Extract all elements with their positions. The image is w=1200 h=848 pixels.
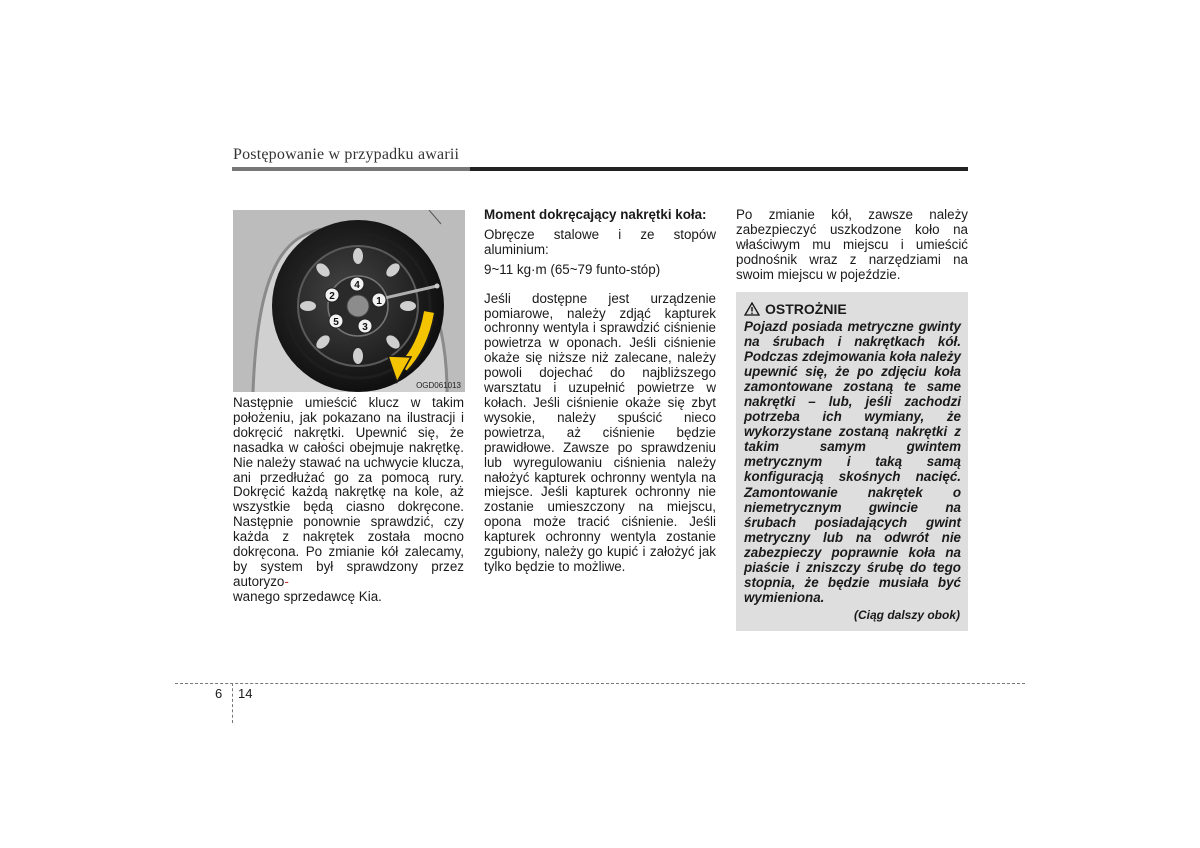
wheel-illustration (233, 210, 465, 392)
page-number: 14 (238, 686, 253, 701)
installation-paragraph (233, 396, 464, 605)
lug-nut-label-2: 2 (329, 291, 335, 302)
column-left (233, 396, 464, 605)
lug-nut-4 (350, 277, 364, 291)
lug-nut-5 (329, 314, 343, 328)
figure-caption: OGD061013 (416, 381, 461, 390)
caution-text: Pojazd posiada metryczne gwinty na śrubach i nakrętkach kół. Podczas zdejmowania koła należy upewnić się, że po zdjęciu koła zamontowane zostaną te same nakrętki – lub, jeśli zachodzi potrzeba ich wymiany, że wykorzystane zostaną nakrętki z takim samym gwintem metrycznym i taką samą konfiguracją skośnych nacięć. Zamontowanie nakrętek o niemetrycznym gwincie na śrubach posiadających gwint metryczny lub na odwrót nie zabezpieczy poprawnie koła na piaście i zniszczy śrubę do tego stopnia, że będzie musiała być wymieniona. (744, 319, 961, 605)
pressure-paragraph: Jeśli dostępne jest urządzenie pomiarowe, należy zdjąć kapturek ochronny wentyla i sprawdzić ciśnienie powietrza w oponach. Jeśli ciśnienie okaże się niższe niż zalecane, należy powoli dojechać do najbliższego warsztatu i uzupełnić powietrze w kołach. Jeśli ciśnienie okaże się zbyt wysokie, należy spuścić nieco powietrza, aż ciśnienie będzie prawidłowe. Zawsze po sprawdzeniu lub wyregulowaniu ciśnienia należy nałożyć kapturek ochronny wentyla na miejsce. Jeśli kapturek ochronny nie zostanie umieszczony na miejscu, opona może tracić ciśnienie. Jeśli kapturek ochronny wentyla zostanie zgubiony, należy go kupić i założyć jak tylko będzie to możliwe. (484, 290, 716, 574)
section-number: 6 (215, 686, 223, 701)
torque-value: 9~11 kg·m (65~79 funto-stóp) (484, 261, 661, 277)
caution-box (736, 292, 968, 631)
installation-text-b: wanego sprzedawcę Kia. (233, 588, 382, 604)
footer-rule (175, 683, 1025, 684)
torque-subheading: Moment dokręcający nakrętki koła: (484, 207, 707, 222)
continued-note: (Ciąg dalszy obok) (853, 608, 960, 622)
footer-divider (232, 683, 233, 723)
warning-triangle-icon (744, 302, 760, 316)
section-title: Postępowanie w przypadku awarii (233, 146, 460, 163)
column-right (736, 208, 968, 283)
lug-nut-label-3: 3 (362, 322, 368, 333)
lug-nut-1 (372, 293, 386, 307)
lug-nut-label-5: 5 (333, 317, 339, 328)
header-rule-accent (232, 167, 470, 171)
caution-title: OSTROŻNIE (765, 301, 847, 317)
wrench-handle (435, 284, 440, 289)
lug-nut-label-4: 4 (354, 280, 360, 291)
storage-paragraph: Po zmianie kół, zawsze należy zabezpieczyć uszkodzone koło na właściwym mu miejscu i umieścić podnośnik wraz z narzędziami na swoim miejscu w pojeździe. (736, 207, 968, 282)
hyphen-mark: - (284, 573, 289, 589)
lug-nut-label-1: 1 (376, 296, 382, 307)
lug-nut-2 (325, 288, 339, 302)
column-middle (484, 208, 716, 575)
center-cap (347, 295, 369, 317)
rims-line: Obręcze stalowe i ze stopów aluminium: (484, 226, 716, 257)
caution-header (744, 301, 847, 317)
lug-nut-3 (358, 319, 372, 333)
installation-text-a: Następnie umieścić klucz w takim położeniu, jak pokazano na ilustracji i dokręcić nakrętki. Upewnić się, że nasadka w całości obejmuje nakrętkę. Nie należy stawać na uchwycie klucza, ani przedłużać go za pomocą rury. Dokręcić każdą nakrętkę na kole, aż wszystkie będą ciasno dokręcone. Następnie ponownie sprawdzić, czy każda z nakrętek została mocno dokręcona. Po zmianie kół zalecamy, by system był sprawdzony przez autoryzo (233, 395, 464, 589)
